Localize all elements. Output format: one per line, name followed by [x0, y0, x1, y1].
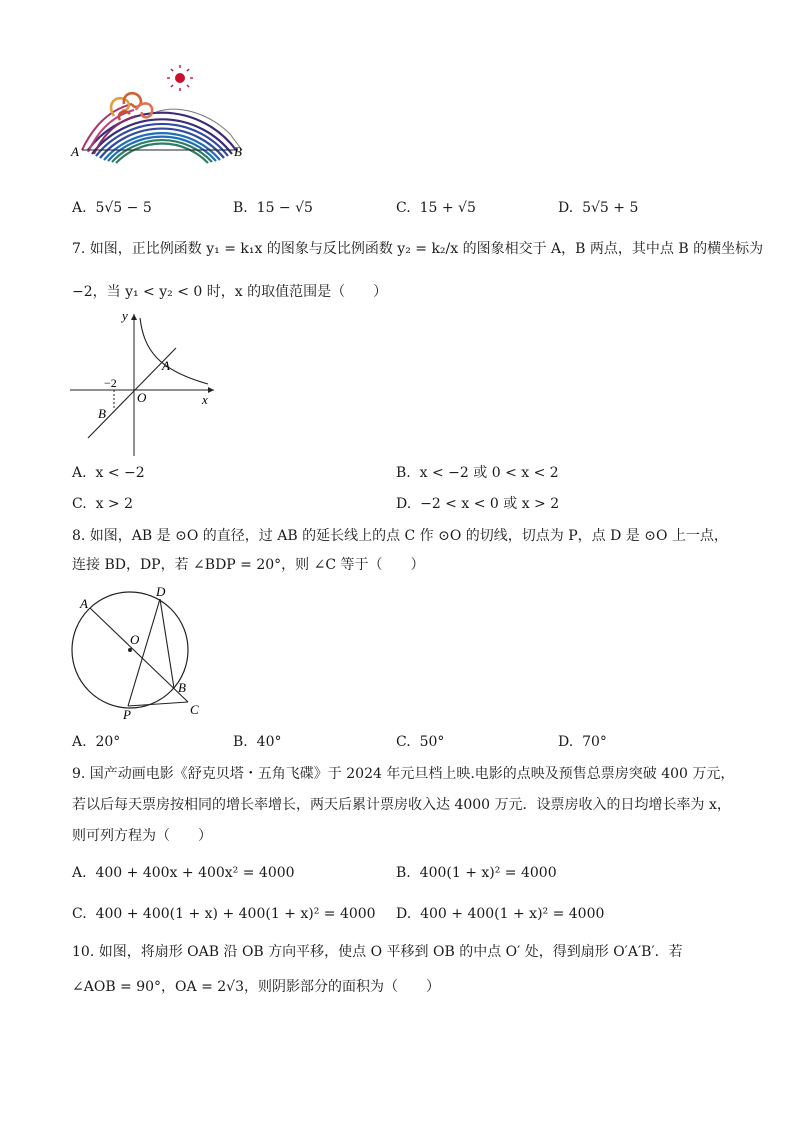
q6-option-c[interactable]: C. 15 + √5: [396, 200, 476, 216]
label-b: B: [234, 144, 242, 159]
svg-text:P: P: [123, 707, 131, 722]
q9-stem-line3: 则可列方程为（ ）: [72, 828, 212, 844]
q9-option-b[interactable]: B. 400(1 + x)² = 4000: [396, 865, 557, 881]
q6-option-b[interactable]: B. 15 − √5: [233, 200, 313, 216]
q9-option-d[interactable]: D. 400 + 400(1 + x)² = 4000: [396, 906, 605, 922]
sun-icon: [167, 65, 193, 91]
label-a: A: [71, 144, 79, 159]
svg-text:O: O: [137, 390, 147, 405]
q6-figure: [70, 64, 260, 164]
q8-option-c[interactable]: C. 50°: [396, 734, 445, 750]
q7-option-d[interactable]: D. −2 < x < 0 或 x > 2: [396, 496, 560, 512]
svg-text:O: O: [130, 632, 140, 647]
q9-stem-line2: 若以后每天票房按相同的增长率增长，两天后累计票房收入达 4000 万元．设票房收入的日均增长率为 x，: [72, 797, 731, 813]
q7-option-a[interactable]: A. x < −2: [72, 465, 145, 481]
q8-figure: [68, 584, 218, 724]
q8-stem-line2: 连接 BD，DP，若 ∠BDP = 20°，则 ∠C 等于（ ）: [72, 557, 425, 573]
q8-stem-line1: 8. 如图，AB 是 ⊙O 的直径，过 AB 的延长线上的点 C 作 ⊙O 的切线，切点为 P，点 D 是 ⊙O 上一点，: [72, 528, 728, 544]
q8-option-d[interactable]: D. 70°: [558, 734, 607, 750]
q10-stem-line2: ∠AOB = 90°，OA = 2√3，则阴影部分的面积为（ ）: [72, 979, 441, 995]
q8-option-a[interactable]: A. 20°: [72, 734, 121, 750]
svg-text:B: B: [178, 680, 186, 695]
q7-stem-line2: −2，当 y₁ < y₂ < 0 时，x 的取值范围是（ ）: [72, 284, 388, 300]
q7-option-c[interactable]: C. x > 2: [72, 496, 134, 512]
svg-text:C: C: [190, 702, 199, 717]
svg-text:A: A: [162, 358, 170, 373]
q9-stem-line1: 9. 国产动画电影《舒克贝塔・五角飞碟》于 2024 年元旦档上映.电影的点映及预售总票房突破 400 万元，: [72, 766, 735, 782]
svg-text:B: B: [98, 406, 106, 421]
svg-text:x: x: [202, 392, 208, 407]
rainbow-arcs: [88, 113, 236, 163]
q10-stem-line1: 10. 如图，将扇形 OAB 沿 OB 方向平移，使点 O 平移到 OB 的中点 O′ 处，得到扇形 O′A′B′．若: [72, 944, 683, 960]
q8-option-b[interactable]: B. 40°: [233, 734, 282, 750]
svg-text:A: A: [80, 596, 88, 611]
q6-option-d[interactable]: D. 5√5 + 5: [558, 200, 639, 216]
svg-text:D: D: [156, 584, 166, 599]
svg-text:−2: −2: [104, 376, 117, 390]
svg-text:y: y: [122, 310, 128, 323]
q7-figure: [68, 310, 218, 460]
q9-option-c[interactable]: C. 400 + 400(1 + x) + 400(1 + x)² = 4000: [72, 906, 376, 922]
q6-option-a[interactable]: A. 5√5 − 5: [72, 200, 152, 216]
q7-option-b[interactable]: B. x < −2 或 0 < x < 2: [396, 465, 559, 481]
q7-stem-line1: 7. 如图，正比例函数 y₁ = k₁x 的图象与反比例函数 y₂ = k₂/x 的图象相交于 A，B 两点，其中点 B 的横坐标为: [72, 241, 764, 257]
q9-option-a[interactable]: A. 400 + 400x + 400x² = 4000: [72, 865, 295, 881]
